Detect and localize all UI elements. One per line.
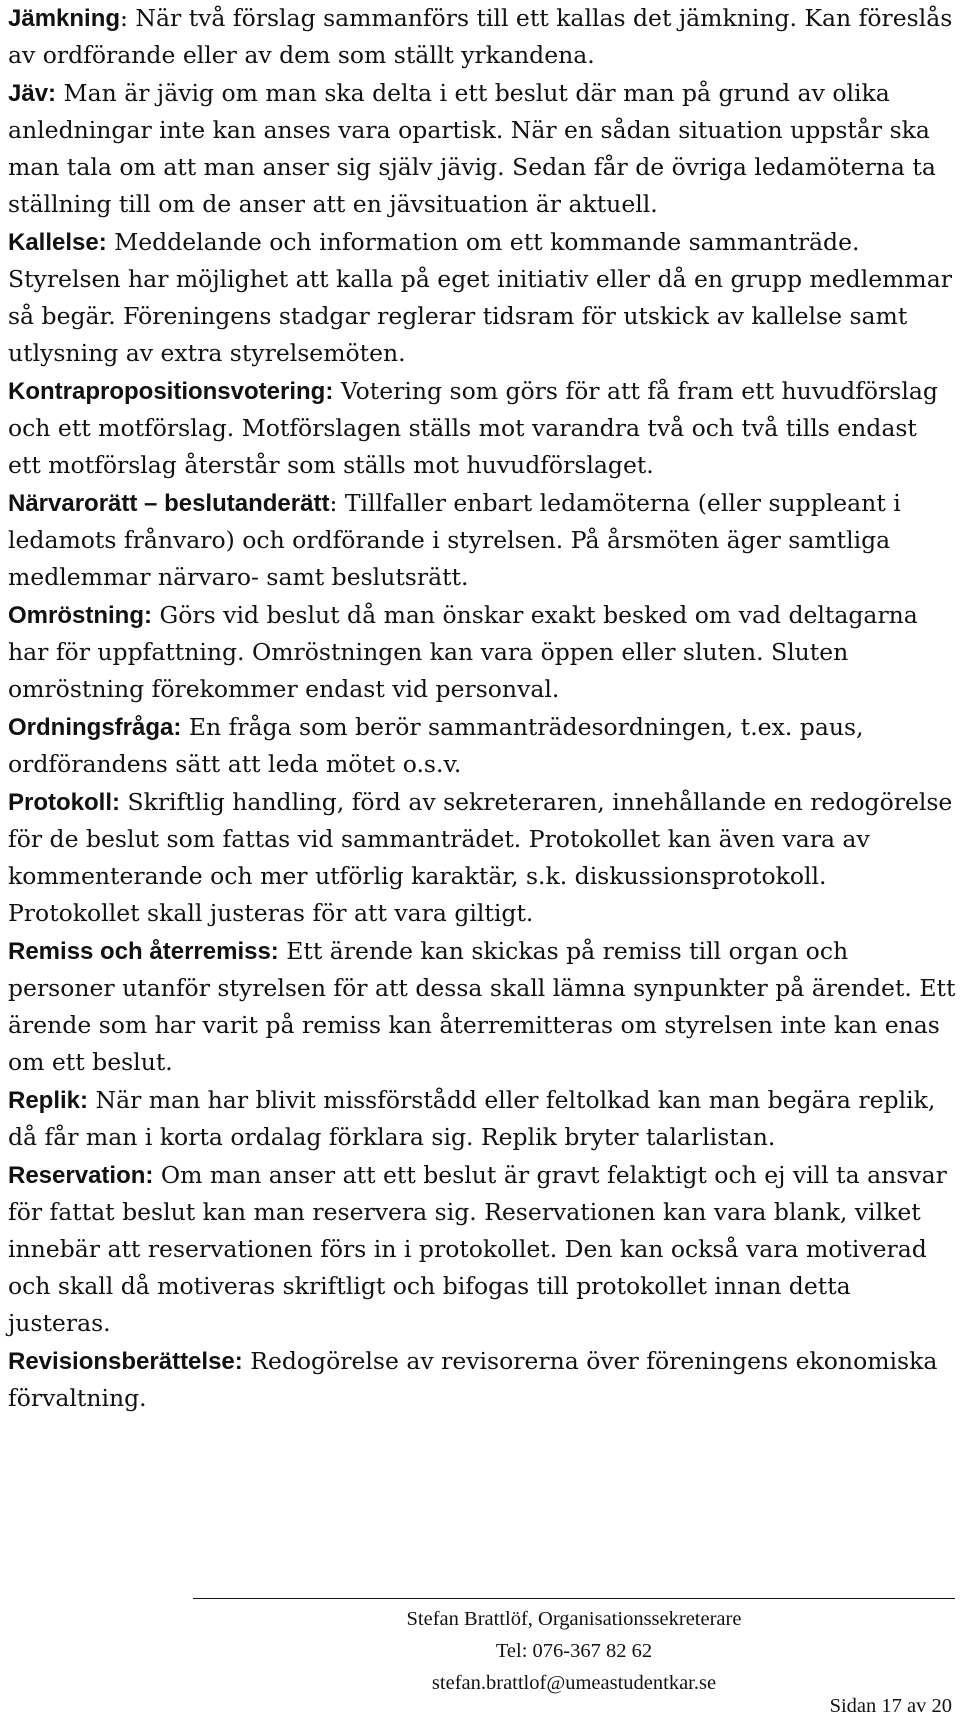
glossary-definition: En fråga som berör sammanträdesordningen, t.ex. paus, ordförandens sätt att leda mötet o.s.v. <box>8 713 864 778</box>
glossary-term: Jäv: <box>8 80 57 107</box>
glossary-entry-jav <box>8 75 956 223</box>
glossary-definition: Redogörelse av revisorerna över föreningens ekonomiska förvaltning. <box>8 1347 938 1412</box>
footer-divider <box>193 1598 955 1599</box>
glossary-term: Jämkning <box>8 5 121 32</box>
glossary-definition: Meddelande och information om ett kommande sammanträde. Styrelsen har möjlighet att kalla på eget initiativ eller då en grupp medlemmar så begär. Föreningens stadgar reglerar tidsram för utskick av kallelse samt utlysning av extra styrelsemöten. <box>8 228 952 367</box>
glossary-definition: Tillfaller enbart ledamöterna (eller suppleant i ledamots frånvaro) och ordförande i styrelsen. På årsmöten äger samtliga medlemmar närvaro- samt beslutsrätt. <box>8 489 901 591</box>
glossary-entry-ordningsfraga <box>8 709 956 783</box>
glossary-entry-jamkning <box>8 0 956 74</box>
footer-name: Stefan Brattlöf, Organisationssekreterare <box>406 1608 742 1630</box>
glossary-definition: Skriftlig handling, förd av sekreteraren, innehållande en redogörelse för de beslut som fattas vid sammanträdet. Protokollet kan även vara av kommenterande och mer utförlig karaktär, s.k. diskussionsprotokoll. Protokollet skall justeras för att vara giltigt. <box>8 788 953 927</box>
glossary-definition: När två förslag sammanförs till ett kallas det jämkning. Kan föreslås av ordförande eller av dem som ställt yrkandena. <box>8 4 953 69</box>
glossary-entry-protokoll <box>8 784 956 932</box>
glossary-term: Omröstning: <box>8 602 152 629</box>
glossary-term: Närvarorätt – beslutanderätt <box>8 490 330 517</box>
glossary-term: Reservation: <box>8 1162 154 1189</box>
glossary-entry-remiss <box>8 933 956 1081</box>
glossary-definition: Görs vid beslut då man önskar exakt besked om vad deltagarna har för uppfattning. Omröstningen kan vara öppen eller sluten. Sluten omröstning förekommer endast vid personval. <box>8 601 918 703</box>
term-separator <box>56 79 63 107</box>
glossary-definition: Votering som görs för att få fram ett huvudförslag och ett motförslag. Motförslagen ställs mot varandra två och två tills endast ett motförslag återstår som ställs mot huvudförslaget. <box>8 377 938 479</box>
glossary-definition: När man har blivit missförstådd eller feltolkad kan man begära replik, då får man i korta ordalag förklara sig. Replik bryter talarlistan. <box>8 1086 936 1151</box>
term-separator <box>88 1086 95 1114</box>
glossary-definition: Om man anser att ett beslut är gravt felaktigt och ej vill ta ansvar för fattat beslut kan man reservera sig. Reservationen kan vara blank, vilket innebär att reservationen förs in i protokollet. Den kan också vara motiverad och skall då motiveras skriftligt och bifogas till protokollet innan detta justeras. <box>8 1161 947 1337</box>
glossary-entry-omrostning <box>8 597 956 708</box>
glossary-term: Kontrapropositionsvotering: <box>8 378 334 405</box>
glossary-entry-reservation <box>8 1157 956 1342</box>
glossary-definition: Man är jävig om man ska delta i ett beslut där man på grund av olika anledningar inte kan anses vara opartisk. När en sådan situation uppstår ska man tala om att man anser sig själv jävig. Sedan får de övriga ledamöterna ta ställning till om de anser att en jävsituation är aktuell. <box>8 79 936 218</box>
glossary-entry-replik <box>8 1082 956 1156</box>
glossary-list <box>8 0 956 1418</box>
glossary-definition: Ett ärende kan skickas på remiss till organ och personer utanför styrelsen för att dessa skall lämna synpunkter på ärendet. Ett ärende som har varit på remiss kan återremitteras om styrelsen inte kan enas om ett beslut. <box>8 937 956 1076</box>
footer-contact <box>193 1603 955 1699</box>
footer-phone: Tel: 076-367 82 62 <box>495 1640 653 1662</box>
term-separator: : <box>329 489 345 517</box>
page-number: Sidan 17 av 20 <box>829 1695 952 1717</box>
glossary-term: Remiss och återremiss: <box>8 938 279 965</box>
glossary-term: Protokoll: <box>8 789 120 816</box>
term-separator <box>153 1161 160 1189</box>
glossary-entry-revisionsberattelse <box>8 1343 956 1417</box>
glossary-term: Replik: <box>8 1087 89 1114</box>
term-separator <box>181 713 188 741</box>
glossary-entry-kallelse <box>8 224 956 372</box>
footer-email: stefan.brattlof@umeastudentkar.se <box>431 1672 717 1694</box>
term-separator <box>333 377 340 405</box>
term-separator: : <box>120 4 136 32</box>
glossary-entry-narvarorat <box>8 485 956 596</box>
glossary-term: Ordningsfråga: <box>8 714 182 741</box>
glossary-entry-kontrapropositionsvotering <box>8 373 956 484</box>
glossary-term: Kallelse: <box>8 229 107 256</box>
glossary-term: Revisionsberättelse: <box>8 1348 243 1375</box>
